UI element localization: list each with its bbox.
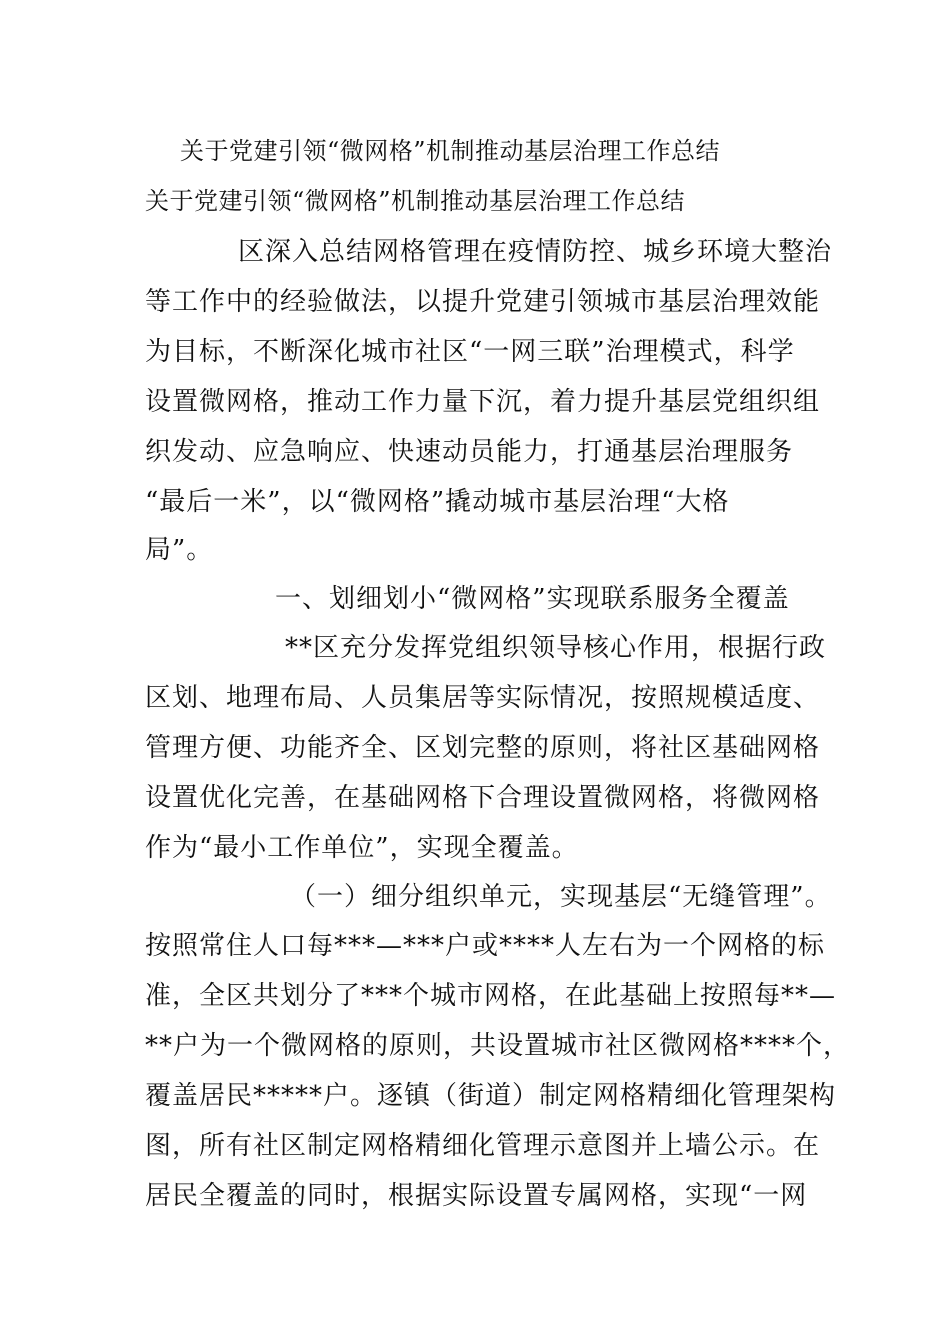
- paragraph-line: 织发动、应急响应、快速动员能力，打通基层治理服务: [145, 437, 794, 467]
- subsection-heading: （一）细分组织单元，实现基层“无缝管理”。: [290, 882, 832, 912]
- paragraph-line: 作为“最小工作单位”，实现全覆盖。: [145, 833, 579, 863]
- paragraph-line: 设置优化完善，在基础网格下合理设置微网格，将微网格: [145, 783, 821, 813]
- paragraph-line: 按照常住人口每***—***户或****人左右为一个网格的标: [145, 931, 826, 961]
- paragraph-line: 为目标，不断深化城市社区“一网三联”治理模式，科学: [145, 337, 795, 367]
- paragraph-line: 等工作中的经验做法，以提升党建引领城市基层治理效能: [145, 287, 821, 317]
- document-title: 关于党建引领“微网格”机制推动基层治理工作总结: [180, 137, 721, 165]
- paragraph-line: 区深入总结网格管理在疫情防控、城乡环境大整治: [238, 237, 833, 267]
- paragraph-line: 准，全区共划分了***个城市网格，在此基础上按照每**—: [145, 981, 837, 1011]
- paragraph-line: 局”。: [145, 535, 214, 565]
- paragraph-line: 图，所有社区制定网格精细化管理示意图并上墙公示。在: [145, 1131, 821, 1161]
- paragraph-line: **区充分发挥党组织领导核心作用，根据行政: [285, 633, 827, 663]
- paragraph-line: 设置微网格，推动工作力量下沉，着力提升基层党组织组: [145, 387, 821, 417]
- document-title-repeat: 关于党建引领“微网格”机制推动基层治理工作总结: [145, 187, 686, 215]
- paragraph-line: 覆盖居民*****户。逐镇（街道）制定网格精细化管理架构: [145, 1081, 837, 1111]
- paragraph-line: 区划、地理布局、人员集居等实际情况，按照规模适度、: [145, 683, 821, 713]
- section-heading: 一、划细划小“微网格”实现联系服务全覆盖: [275, 584, 790, 614]
- paragraph-line: “最后一米”，以“微网格”撬动城市基层治理“大格: [145, 487, 730, 517]
- paragraph-line: 居民全覆盖的同时，根据实际设置专属网格，实现“一网: [145, 1181, 808, 1211]
- paragraph-line: 管理方便、功能齐全、区划完整的原则，将社区基础网格: [145, 733, 821, 763]
- paragraph-line: **户为一个微网格的原则，共设置城市社区微网格****个，: [145, 1031, 851, 1061]
